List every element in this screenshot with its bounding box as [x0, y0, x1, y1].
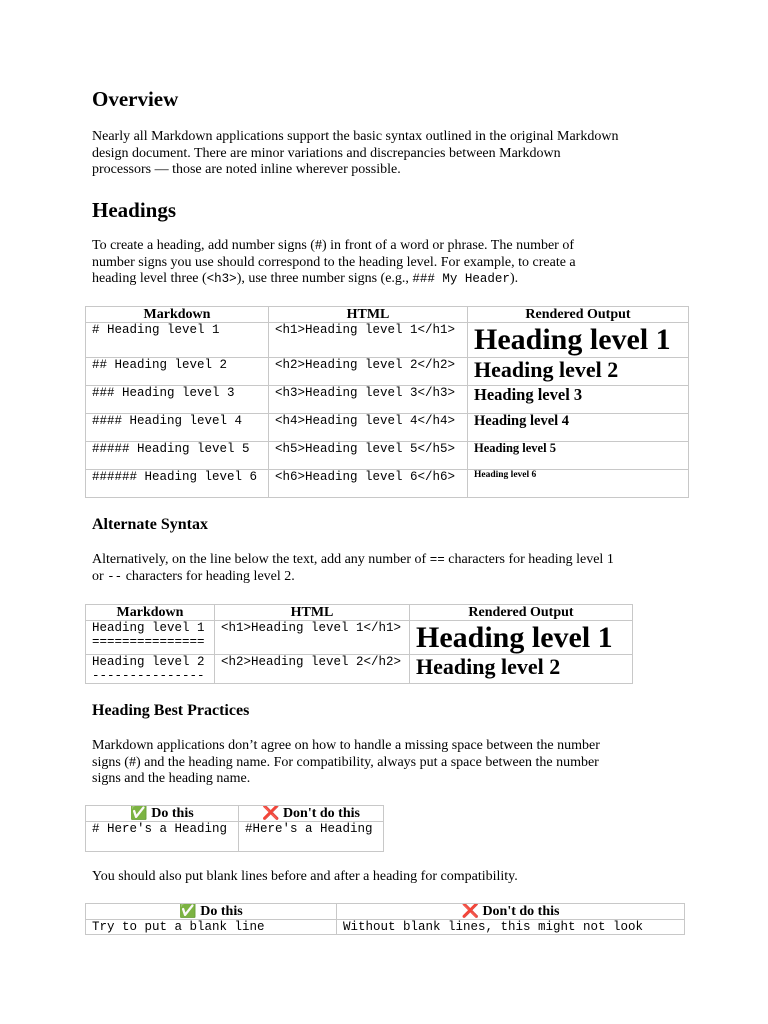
rendered-cell: Heading level 4 — [468, 414, 689, 442]
rendered-cell: Heading level 2 — [468, 358, 689, 386]
inline-code: -- — [107, 569, 123, 584]
html-cell: <h6>Heading level 6</h6> — [269, 470, 468, 498]
markdown-line: Heading level 1 — [92, 621, 205, 635]
rendered-cell: Heading level 1 — [468, 323, 689, 358]
html-cell: <h2>Heading level 2</h2> — [215, 655, 410, 684]
inline-code: ### My Header — [412, 272, 510, 286]
table-header-row — [86, 904, 685, 920]
table-header-row — [86, 806, 384, 822]
best-practices-table-1 — [85, 805, 384, 852]
table-row — [86, 621, 633, 655]
rendered-cell: Heading level 6 — [468, 470, 689, 498]
paragraph-line: number signs you use should correspond to the heading level. For example, to create a — [92, 254, 576, 270]
column-header: Rendered Output — [410, 605, 633, 621]
markdown-line: Heading level 2 — [92, 655, 205, 669]
dont-do-this-cell: #Here's a Heading — [239, 822, 384, 852]
text: characters for heading level 1 — [444, 552, 614, 567]
alternate-syntax-table — [85, 604, 633, 684]
column-header: Rendered Output — [468, 307, 689, 323]
rendered-cell: Heading level 1 — [410, 621, 633, 655]
paragraph-line: Nearly all Markdown applications support the basic syntax outlined in the original Markdown — [92, 129, 619, 144]
paragraph-line: design document. There are minor variations and discrepancies between Markdown — [92, 145, 561, 161]
paragraph-line: Markdown applications don’t agree on how to handle a missing space between the number — [92, 738, 600, 753]
markdown-cell: # Heading level 1 — [86, 323, 269, 358]
column-header: Markdown — [86, 307, 269, 323]
html-cell: <h1>Heading level 1</h1> — [269, 323, 468, 358]
text: Alternatively, on the line below the text, add any number of — [92, 552, 430, 567]
markdown-cell — [86, 621, 215, 655]
markdown-cell: ### Heading level 3 — [86, 386, 269, 414]
dont-do-this-header: ❌ Don't do this — [239, 806, 384, 822]
alternate-paragraph — [92, 552, 684, 585]
alternate-syntax-heading: Alternate Syntax — [92, 516, 208, 533]
table-header-row — [86, 307, 689, 323]
html-cell: <h1>Heading level 1</h1> — [215, 621, 410, 655]
table-row — [86, 920, 685, 935]
text: ). — [509, 271, 519, 286]
markdown-cell: ###### Heading level 6 — [86, 470, 269, 498]
paragraph-line — [92, 569, 684, 586]
paragraph-line: processors — those are noted inline wherever possible. — [92, 162, 401, 177]
paragraph-line: To create a heading, add number signs (#) in front of a word or phrase. The number of — [92, 238, 574, 253]
table-row — [86, 822, 384, 852]
blank-lines-paragraph: You should also put blank lines before and after a heading for compatibility. — [92, 869, 518, 884]
do-this-cell: # Here's a Heading — [86, 822, 239, 852]
table-row — [86, 323, 689, 358]
inline-code: == — [429, 553, 445, 567]
markdown-cell: ##### Heading level 5 — [86, 442, 269, 470]
inline-code: <h3> — [206, 272, 237, 286]
paragraph-line — [92, 271, 684, 288]
dont-do-this-header: ❌ Don't do this — [337, 904, 685, 920]
rendered-cell: Heading level 2 — [410, 655, 633, 684]
table-row — [86, 442, 689, 470]
text: heading level three ( — [92, 271, 207, 286]
headings-table — [85, 306, 689, 498]
markdown-cell — [86, 655, 215, 684]
dont-do-this-cell: Without blank lines, this might not look — [337, 920, 685, 935]
best-practices-table-2 — [85, 903, 685, 935]
headings-paragraph — [92, 238, 684, 288]
markdown-cell: ## Heading level 2 — [86, 358, 269, 386]
column-header: Markdown — [86, 605, 215, 621]
table-row — [86, 414, 689, 442]
html-cell: <h5>Heading level 5</h5> — [269, 442, 468, 470]
do-this-cell: Try to put a blank line — [86, 920, 337, 935]
column-header: HTML — [269, 307, 468, 323]
do-this-header: ✅ Do this — [86, 904, 337, 920]
table-header-row — [86, 605, 633, 621]
table-row — [86, 386, 689, 414]
table-row — [86, 470, 689, 498]
column-header: HTML — [215, 605, 410, 621]
overview-paragraph — [92, 129, 684, 179]
paragraph-line: signs (#) and the heading name. For compatibility, always put a space between the number — [92, 754, 599, 770]
markdown-underline: --------------- — [92, 669, 205, 683]
markdown-underline: =============== — [92, 635, 205, 649]
do-this-header: ✅ Do this — [86, 806, 239, 822]
headings-heading: Headings — [92, 198, 177, 222]
text: or — [92, 568, 108, 584]
rendered-cell: Heading level 5 — [468, 442, 689, 470]
text: ), use three number signs (e.g., — [236, 271, 413, 286]
paragraph-line: signs and the heading name. — [92, 771, 251, 786]
rendered-cell: Heading level 3 — [468, 386, 689, 414]
paragraph-line — [92, 552, 684, 569]
html-cell: <h3>Heading level 3</h3> — [269, 386, 468, 414]
markdown-cell: #### Heading level 4 — [86, 414, 269, 442]
table-row — [86, 655, 633, 684]
text: characters for heading level 2. — [122, 568, 295, 584]
html-cell: <h4>Heading level 4</h4> — [269, 414, 468, 442]
best-practices-paragraph — [92, 738, 684, 788]
table-row — [86, 358, 689, 386]
best-practices-heading: Heading Best Practices — [92, 702, 250, 719]
html-cell: <h2>Heading level 2</h2> — [269, 358, 468, 386]
overview-heading: Overview — [92, 87, 179, 111]
